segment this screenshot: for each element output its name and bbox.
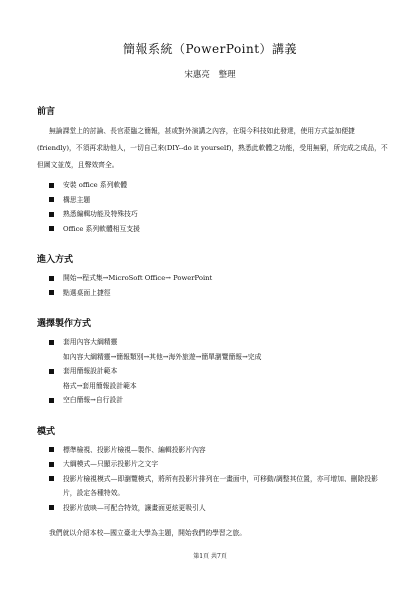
list-item [49,271,389,286]
square-bullet-icon [49,212,54,217]
list-item-text: 套用簡報設計範本 [63,367,118,375]
square-bullet-icon [49,276,54,281]
section-heading-intro: 前言 [37,107,56,117]
section-make [37,316,389,408]
list-item-text: 構思主題 [63,195,91,204]
make-list [37,335,389,408]
square-bullet-icon [49,340,54,345]
list-item [49,222,389,237]
list-item-text: 點選桌面上捷徑 [63,288,111,297]
list-item [49,364,389,379]
list-item-text: 套用內容大綱精靈 [63,338,118,346]
intro-list [37,178,389,236]
list-item-detail: 如內容大綱精靈→簡報類別→其他→海外旅遊→簡單瀏覽簡報→完成 [63,352,262,361]
section-intro [37,104,389,236]
square-bullet-icon [49,398,54,403]
list-item-text: 開始→程式集→MicroSoft Office→ PowerPoint [63,274,213,282]
square-bullet-icon [49,369,54,374]
square-bullet-icon [49,183,54,188]
square-bullet-icon [49,197,54,202]
list-item-text: 大綱模式—只顯示投影片之文字 [63,460,159,468]
square-bullet-icon [49,447,54,452]
section-launch [37,252,389,300]
list-item-text: 空白簡報→自行設計 [63,396,124,404]
intro-paragraph: 無論課堂上的討論、長官蒞臨之簡報，甚或對外演講之內容，在現今科技如此發達，使用方式益加便捷(friendly)，不須再求助他人，一切自己來(DIY--do it yourself)，熟悉此軟體之功能，受用無窮，所完成之成品，不但圖文並茂，且聲效齊全。 [37,127,388,169]
square-bullet-icon [49,226,54,231]
list-item-text: Office 系列軟體相互支援 [63,224,140,233]
list-item-text: 標準檢視、投影片檢視—製作、編輯投影片內容 [63,445,206,454]
list-item-text: 熟悉編輯功能及特殊技巧 [63,210,138,218]
list-item [49,207,389,222]
list-item [49,443,389,458]
list-item-text: 安裝 office 系列軟體 [63,181,128,189]
closing-sentence: 我們就以介紹本校—國立臺北大學為主題，開始我們的學習之旅。 [49,529,247,537]
square-bullet-icon [49,462,54,467]
list-item [49,457,389,472]
section-heading-modes: 模式 [37,426,56,437]
page-title: 簡報系統（PowerPoint）講義 [122,42,298,56]
author-line: 宋惠亮 整理 [184,70,236,80]
document-body [37,104,389,531]
list-item-text: 投影片放映—可配合特效，讓畫面更炫更吸引人 [63,503,206,512]
list-item [49,393,389,408]
list-item [49,472,389,501]
list-item [49,286,389,301]
page-footer: 第1頁 共7頁 [193,553,227,560]
list-item-text: 投影片檢視模式—即瀏覽模式，將所有投影片排列在一畫面中，可移動/調整其位置，亦可增加、刪除投影片，設定各種特效。 [63,474,378,497]
section-heading-make: 選擇製作方式 [37,319,92,329]
section-modes [37,424,389,516]
launch-list [37,271,389,300]
list-item [49,193,389,208]
square-bullet-icon [49,476,54,481]
list-item [49,178,389,193]
list-item [49,335,389,350]
list-item-detail: 格式→套用簡報設計範本 [63,381,137,390]
section-heading-launch: 進入方式 [37,255,74,265]
list-item [49,501,389,516]
square-bullet-icon [49,290,54,295]
square-bullet-icon [49,505,54,510]
modes-list [37,443,389,516]
